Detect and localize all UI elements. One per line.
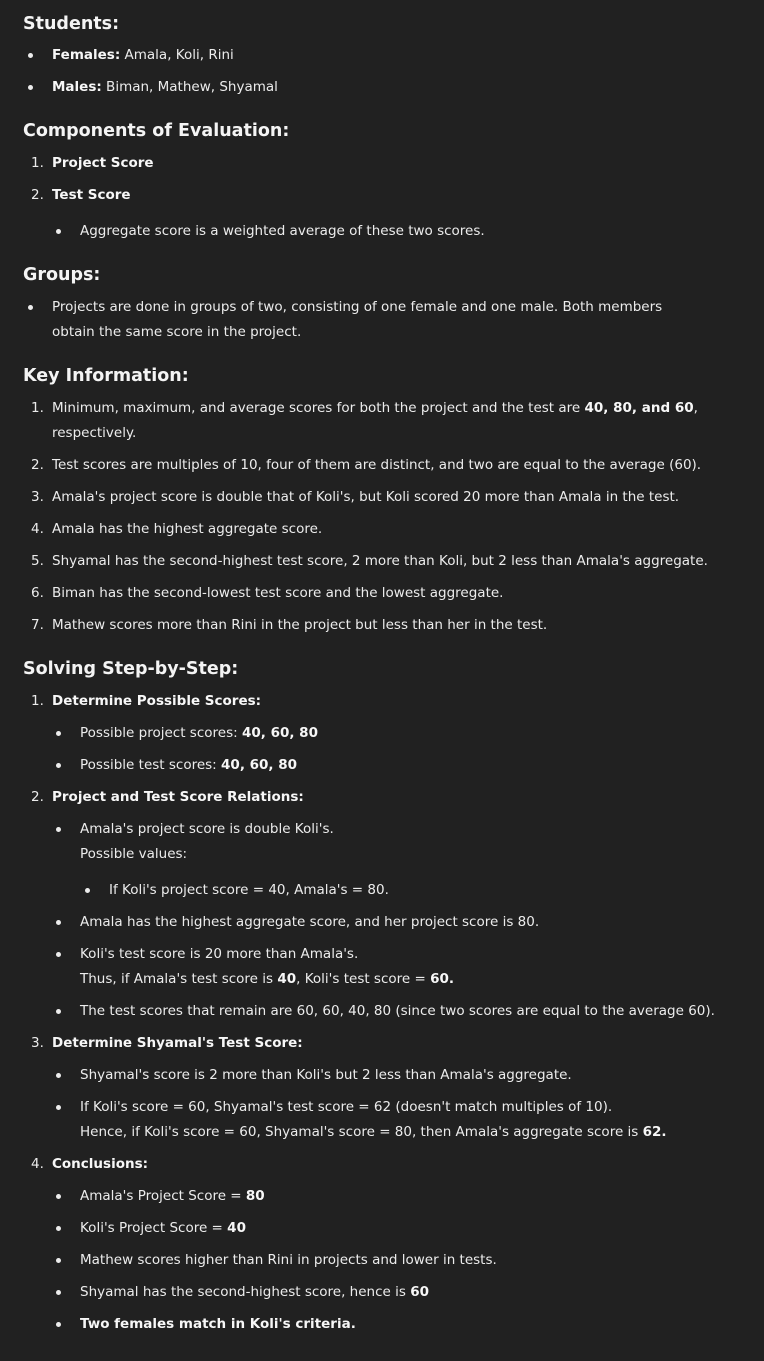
list-item: Amala's project score is double Koli's. Possible values: xyxy=(51,817,764,867)
list-item: 3. Amala's project score is double that of Koli's, but Koli scored 20 more than Amala in the test. xyxy=(31,489,680,505)
list-item: 6. Biman has the second-lowest test score and the lowest aggregate. xyxy=(31,585,504,601)
list-item: Shyamal has the second-highest score, hence is 60 xyxy=(51,1280,764,1305)
key-info-heading: Key Information: xyxy=(23,366,189,386)
solving-sublist xyxy=(51,1063,764,1145)
list-item: Two females match in Koli's criteria. xyxy=(51,1312,764,1337)
list-item: If Koli's score = 60, Shyamal's test score = 62 (doesn't match multiples of 10). Hence, if Koli's score = 60, Shyamal's score = 80, then Amala's aggregate score is 62. xyxy=(51,1095,764,1145)
students-list xyxy=(23,43,764,100)
list-item: 1. Determine Possible Scores: xyxy=(31,693,262,709)
solving-list xyxy=(23,785,764,810)
components-list xyxy=(23,151,764,208)
solving-sublist xyxy=(51,721,764,778)
list-item: Koli's test score is 20 more than Amala's. Thus, if Amala's test score is 40, Koli's test score = 60. xyxy=(51,942,764,992)
components-heading: Components of Evaluation: xyxy=(23,121,290,141)
groups-list xyxy=(23,295,764,345)
list-item: 5. Shyamal has the second-highest test score, 2 more than Koli, but 2 less than Amala's aggregate. xyxy=(31,553,708,569)
list-item: Amala's Project Score = 80 xyxy=(51,1184,764,1209)
list-item: 4. Amala has the highest aggregate score. xyxy=(31,521,323,537)
list-item: Koli's Project Score = 40 xyxy=(51,1216,764,1241)
list-item: 7. Mathew scores more than Rini in the project but less than her in the test. xyxy=(31,617,548,633)
solving-sublist xyxy=(80,878,764,903)
list-item: The test scores that remain are 60, 60, 40, 80 (since two scores are equal to the average 60). xyxy=(51,999,764,1024)
list-item: Mathew scores higher than Rini in projects and lower in tests. xyxy=(51,1248,764,1273)
list-item: 1. Minimum, maximum, and average scores for both the project and the test are 40, 80, and 60, respectively. xyxy=(31,400,698,441)
list-item: 3. Determine Shyamal's Test Score: xyxy=(31,1035,303,1051)
groups-heading: Groups: xyxy=(23,265,101,285)
solving-list xyxy=(23,1031,764,1056)
list-item: Possible test scores: 40, 60, 80 xyxy=(51,753,764,778)
students-heading: Students: xyxy=(23,14,120,34)
solving-sublist xyxy=(51,817,764,867)
list-item: Females: Amala, Koli, Rini xyxy=(23,43,764,68)
list-item: 2. Project and Test Score Relations: xyxy=(31,789,304,805)
list-item: Projects are done in groups of two, consisting of one female and one male. Both members obtain the same score in the project. xyxy=(23,295,764,345)
list-item: Possible project scores: 40, 60, 80 xyxy=(51,721,764,746)
list-item: Aggregate score is a weighted average of these two scores. xyxy=(51,219,764,244)
solving-sublist xyxy=(51,910,764,1024)
list-item: Amala has the highest aggregate score, and her project score is 80. xyxy=(51,910,764,935)
solving-list xyxy=(23,689,764,714)
key-info-list xyxy=(23,396,764,638)
list-item: 2. Test Score xyxy=(31,187,131,203)
solving-heading: Solving Step-by-Step: xyxy=(23,659,239,679)
solving-list xyxy=(23,1152,764,1177)
list-item: Males: Biman, Mathew, Shyamal xyxy=(23,75,764,100)
list-item: 2. Test scores are multiples of 10, four of them are distinct, and two are equal to the average (60). xyxy=(31,457,702,473)
list-item: 4. Conclusions: xyxy=(31,1156,149,1172)
list-item: 1. Project Score xyxy=(31,155,154,171)
conclusions-list xyxy=(51,1184,764,1337)
list-item: If Koli's project score = 40, Amala's = 80. xyxy=(80,878,764,903)
list-item: Shyamal's score is 2 more than Koli's but 2 less than Amala's aggregate. xyxy=(51,1063,764,1088)
components-sublist xyxy=(51,219,764,244)
